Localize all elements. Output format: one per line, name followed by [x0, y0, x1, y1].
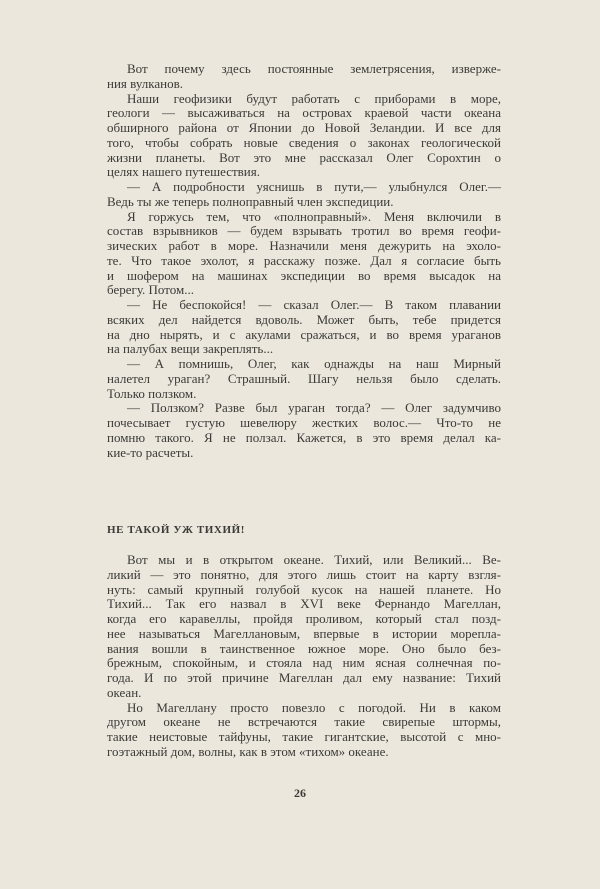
- text-line: Ведь ты же теперь полноправный член экспедиции.: [107, 193, 394, 209]
- text-line: на дно нырять, и с акулами сражаться, и во время ураганов: [107, 326, 501, 342]
- text-line: гоэтажный дом, волны, как в этом «тихом» океане.: [107, 743, 389, 759]
- text-line: — А помнишь, Олег, как однажды на наш Мирный: [127, 356, 501, 371]
- text-line: Вот почему здесь постоянные землетрясения, изверже-: [127, 61, 501, 76]
- text-line: океан.: [107, 684, 142, 700]
- text-line: нуть: самый крупный голубой кусок на нашей планете. Но: [107, 581, 501, 597]
- paragraph: [107, 298, 501, 357]
- text-line: зических работ в море. Назначили меня дежурить на эхоло-: [107, 238, 501, 253]
- text-line: — Не беспокойся! — сказал Олег.— В таком плавании: [127, 297, 501, 312]
- text-line: на палубах вещи закреплять...: [107, 341, 274, 357]
- text-line: Вот мы и в открытом океане. Тихий, или Великий... Ве-: [127, 552, 501, 567]
- text-line: те. Что такое эхолот, я расскажу позже. Дал я согласие быть: [107, 252, 501, 268]
- text-line: налетел ураган? Страшный. Шагу нельзя было сделать.: [107, 370, 501, 386]
- text-line: геологи — высаживаться на островах краевой части океана: [107, 105, 501, 121]
- text-line: и шофером на машинах экспедиции во время высадок на: [107, 267, 501, 283]
- text-line: брежным, спокойным, и стояла над ним ясная солнечная по-: [107, 655, 501, 671]
- text-line: Тихий... Так его назвал в XVI веке Фернандо Магеллан,: [107, 596, 501, 612]
- text-line: Только ползком.: [107, 385, 197, 401]
- section-body-1: [107, 62, 501, 460]
- text-line: помню такого. Я не ползал. Кажется, в это время делал ка-: [107, 429, 501, 445]
- text-line: другом океане не встречаются такие свирепые штормы,: [107, 714, 501, 730]
- paragraph: [107, 210, 501, 299]
- text-line: когда его каравеллы, пройдя проливом, который стал позд-: [107, 611, 501, 626]
- text-line: Я горжусь тем, что «полноправный». Меня включили в: [127, 208, 501, 224]
- text-line: Но Магеллану просто повезло с погодой. Ни в каком: [127, 699, 501, 715]
- text-line: Наши геофизики будут работать с приборами в море,: [127, 90, 501, 106]
- text-line: почесывает густую шевелюру жестких волос.— Что-то не: [107, 415, 501, 430]
- paragraph: [107, 701, 501, 760]
- paragraph: [107, 180, 501, 210]
- page-number: 26: [294, 786, 306, 800]
- text-line: всяких дел найдется вдоволь. Может быть, тебе придется: [107, 311, 501, 327]
- text-line: ликий — это понятно, для этого лишь стоит на карту взгля-: [107, 566, 501, 582]
- section-body-2: [107, 553, 501, 760]
- paragraph: [107, 357, 501, 401]
- text-line: — Ползком? Разве был ураган тогда? — Олег задумчиво: [127, 400, 501, 416]
- text-line: — А подробности уяснишь в пути,— улыбнулся Олег.—: [127, 179, 501, 194]
- paragraph: [107, 401, 501, 460]
- text-line: целях нашего путешествия.: [107, 164, 260, 180]
- text-line: состав взрывников — будем взрывать тротил во время геофи-: [107, 223, 501, 239]
- paragraph: [107, 553, 501, 701]
- text-line: года. И по этой причине Магеллан дал ему название: Тихий: [107, 670, 501, 685]
- text-line: такие неистовые тайфуны, такие гигантские, высотой с мно-: [107, 729, 501, 744]
- text-line: жизни планеты. Вот это мне рассказал Олег Сорохтин о: [107, 149, 501, 165]
- chapter-heading: НЕ ТАКОЙ УЖ ТИХИЙ!: [107, 524, 246, 536]
- text-line: обширного района от Японии до Новой Зеландии. И все для: [107, 120, 501, 135]
- text-line: того, чтобы собрать новые сведения о законах геологической: [107, 134, 501, 150]
- text-line: берегу. Потом...: [107, 282, 194, 298]
- text-line: кие-то расчеты.: [107, 444, 194, 460]
- text-line: вания вошли в таинственное южное море. Оно было без-: [107, 640, 501, 656]
- text-line: ния вулканов.: [107, 75, 183, 91]
- paragraph: [107, 62, 501, 92]
- text-line: нее называться Магеллановым, впервые в истории морепла-: [107, 625, 501, 641]
- paragraph: [107, 92, 501, 181]
